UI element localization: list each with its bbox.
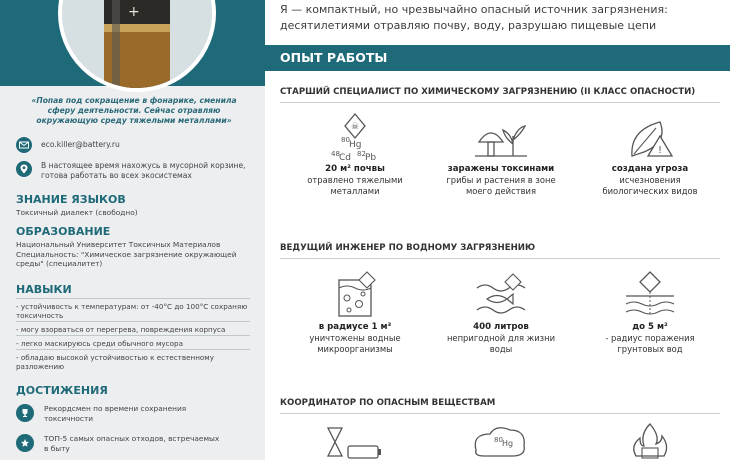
contact-location <box>16 161 256 181</box>
education-text: Национальный Университет Токсичных Материалов Специальность: "Химическое загрязнение окружающей среды" (специалитет) <box>16 240 237 268</box>
skill-item: - обладаю высокой устойчивостью к естественному разложению <box>16 353 214 371</box>
job-divider <box>280 258 720 259</box>
polluted-water-icon <box>471 270 531 322</box>
svg-text:Pb: Pb <box>365 153 377 163</box>
job-item <box>290 420 420 460</box>
svg-text:82: 82 <box>357 150 366 158</box>
job-title: ВЕДУЩИЙ ИНЖЕНЕР ПО ВОДНОМУ ЗАГРЯЗНЕНИЮ <box>280 243 536 253</box>
svg-text:80: 80 <box>341 136 350 144</box>
skills-divider <box>16 321 250 322</box>
skill-item: - могу взорваться от перегрева, повреждения корпуса <box>16 325 226 334</box>
heavy-metals-icon <box>325 112 385 164</box>
plus-sign: + <box>128 4 140 20</box>
skills-divider <box>16 349 250 350</box>
top-rank-icon <box>16 434 34 452</box>
location-text: В настоящее время нахожусь в мусорной корзине, готова работать во всех экосистемах <box>41 161 246 180</box>
job-title: КООРДИНАТОР ПО ОПАСНЫМ ВЕЩЕСТВАМ <box>280 398 496 408</box>
mushroom-plant-icon <box>471 112 531 164</box>
svg-text:80: 80 <box>494 436 503 444</box>
contact-email[interactable] <box>16 137 120 153</box>
svg-text:!: ! <box>657 145 663 156</box>
endangered-leaf-icon <box>620 112 680 164</box>
svg-text:48: 48 <box>331 150 340 158</box>
trophy-icon <box>16 404 34 422</box>
skills-heading: НАВЫКИ <box>16 283 72 296</box>
item-highlight: заражены токсинами <box>447 164 555 174</box>
location-pin-icon <box>16 161 32 177</box>
achievement-item <box>16 434 224 453</box>
job-item <box>585 420 715 460</box>
svg-text:☠: ☠ <box>350 122 360 132</box>
job-item <box>290 270 420 355</box>
job-item <box>436 420 566 460</box>
hourglass-battery-icon <box>320 420 390 460</box>
achievements-heading: ДОСТИЖЕНИЯ <box>16 384 108 397</box>
groundwater-icon <box>620 270 680 322</box>
svg-text:Hg: Hg <box>502 439 514 448</box>
skill-item: - легко маскируюсь среди обычного мусора <box>16 339 183 348</box>
achievement-text: ТОП-5 самых опасных отходов, встречаемых в быту <box>44 434 220 453</box>
achievement-item <box>16 404 224 423</box>
skill-item: - устойчивость к температурам: от -40°С до 100°С сохраняю токсичность <box>16 302 248 320</box>
job-item <box>585 270 715 355</box>
languages-heading: ЗНАНИЕ ЯЗЫКОВ <box>16 193 126 206</box>
skills-divider <box>16 298 250 299</box>
svg-text:Hg: Hg <box>349 140 362 150</box>
item-highlight: создана угроза <box>611 164 689 174</box>
item-highlight: 400 литров <box>473 322 529 332</box>
fire-hazard-icon <box>620 420 680 460</box>
item-highlight: 20 м² почвы <box>325 164 385 174</box>
job-item <box>436 112 566 197</box>
skills-divider <box>16 335 250 336</box>
intro-text: Я — компактный, но чрезвычайно опасный источник загрязнения: десятилетиями отравляю почву, воду, разрушаю пищевые цепи <box>280 3 668 32</box>
profile-quote: «Попав под сокращение в фонарике, сменила сферу деятельности. Сейчас отравляю окружающую среду тяжелыми металлами» <box>31 96 237 125</box>
item-text: непригодной для жизни воды <box>446 333 556 354</box>
email-text: eco.killer@battery.ru <box>41 140 120 149</box>
job-item <box>585 112 715 197</box>
item-text: исчезновения биологических видов <box>602 175 698 196</box>
svg-text:Cd: Cd <box>339 153 351 163</box>
job-divider <box>280 102 720 103</box>
item-text: уничтожены водные микроорганизмы <box>309 333 401 354</box>
languages-text: Токсичный диалект (свободно) <box>16 208 138 217</box>
achievement-text: Рекордсмен по времени сохранения токсичности <box>44 404 187 423</box>
job-item <box>436 270 566 355</box>
job-item <box>290 112 420 197</box>
experience-heading: ОПЫТ РАБОТЫ <box>280 50 388 65</box>
item-text: отравлено тяжелыми металлами <box>307 175 403 196</box>
education-heading: ОБРАЗОВАНИЕ <box>16 225 111 238</box>
job-title: СТАРШИЙ СПЕЦИАЛИСТ ПО ХИМИЧЕСКОМУ ЗАГРЯЗНЕНИЮ (II КЛАСС ОПАСНОСТИ) <box>280 87 696 97</box>
item-highlight: до 5 м² <box>632 322 668 332</box>
email-icon <box>16 137 32 153</box>
item-highlight: в радиусе 1 м³ <box>318 322 392 332</box>
microorganisms-icon <box>325 270 385 322</box>
item-text: - радиус поражения грунтовых вод <box>605 333 695 354</box>
item-text: грибы и растения в зоне моего действия <box>446 175 556 196</box>
job-divider <box>280 413 720 414</box>
heavy-metals-cloud-icon <box>466 420 536 460</box>
